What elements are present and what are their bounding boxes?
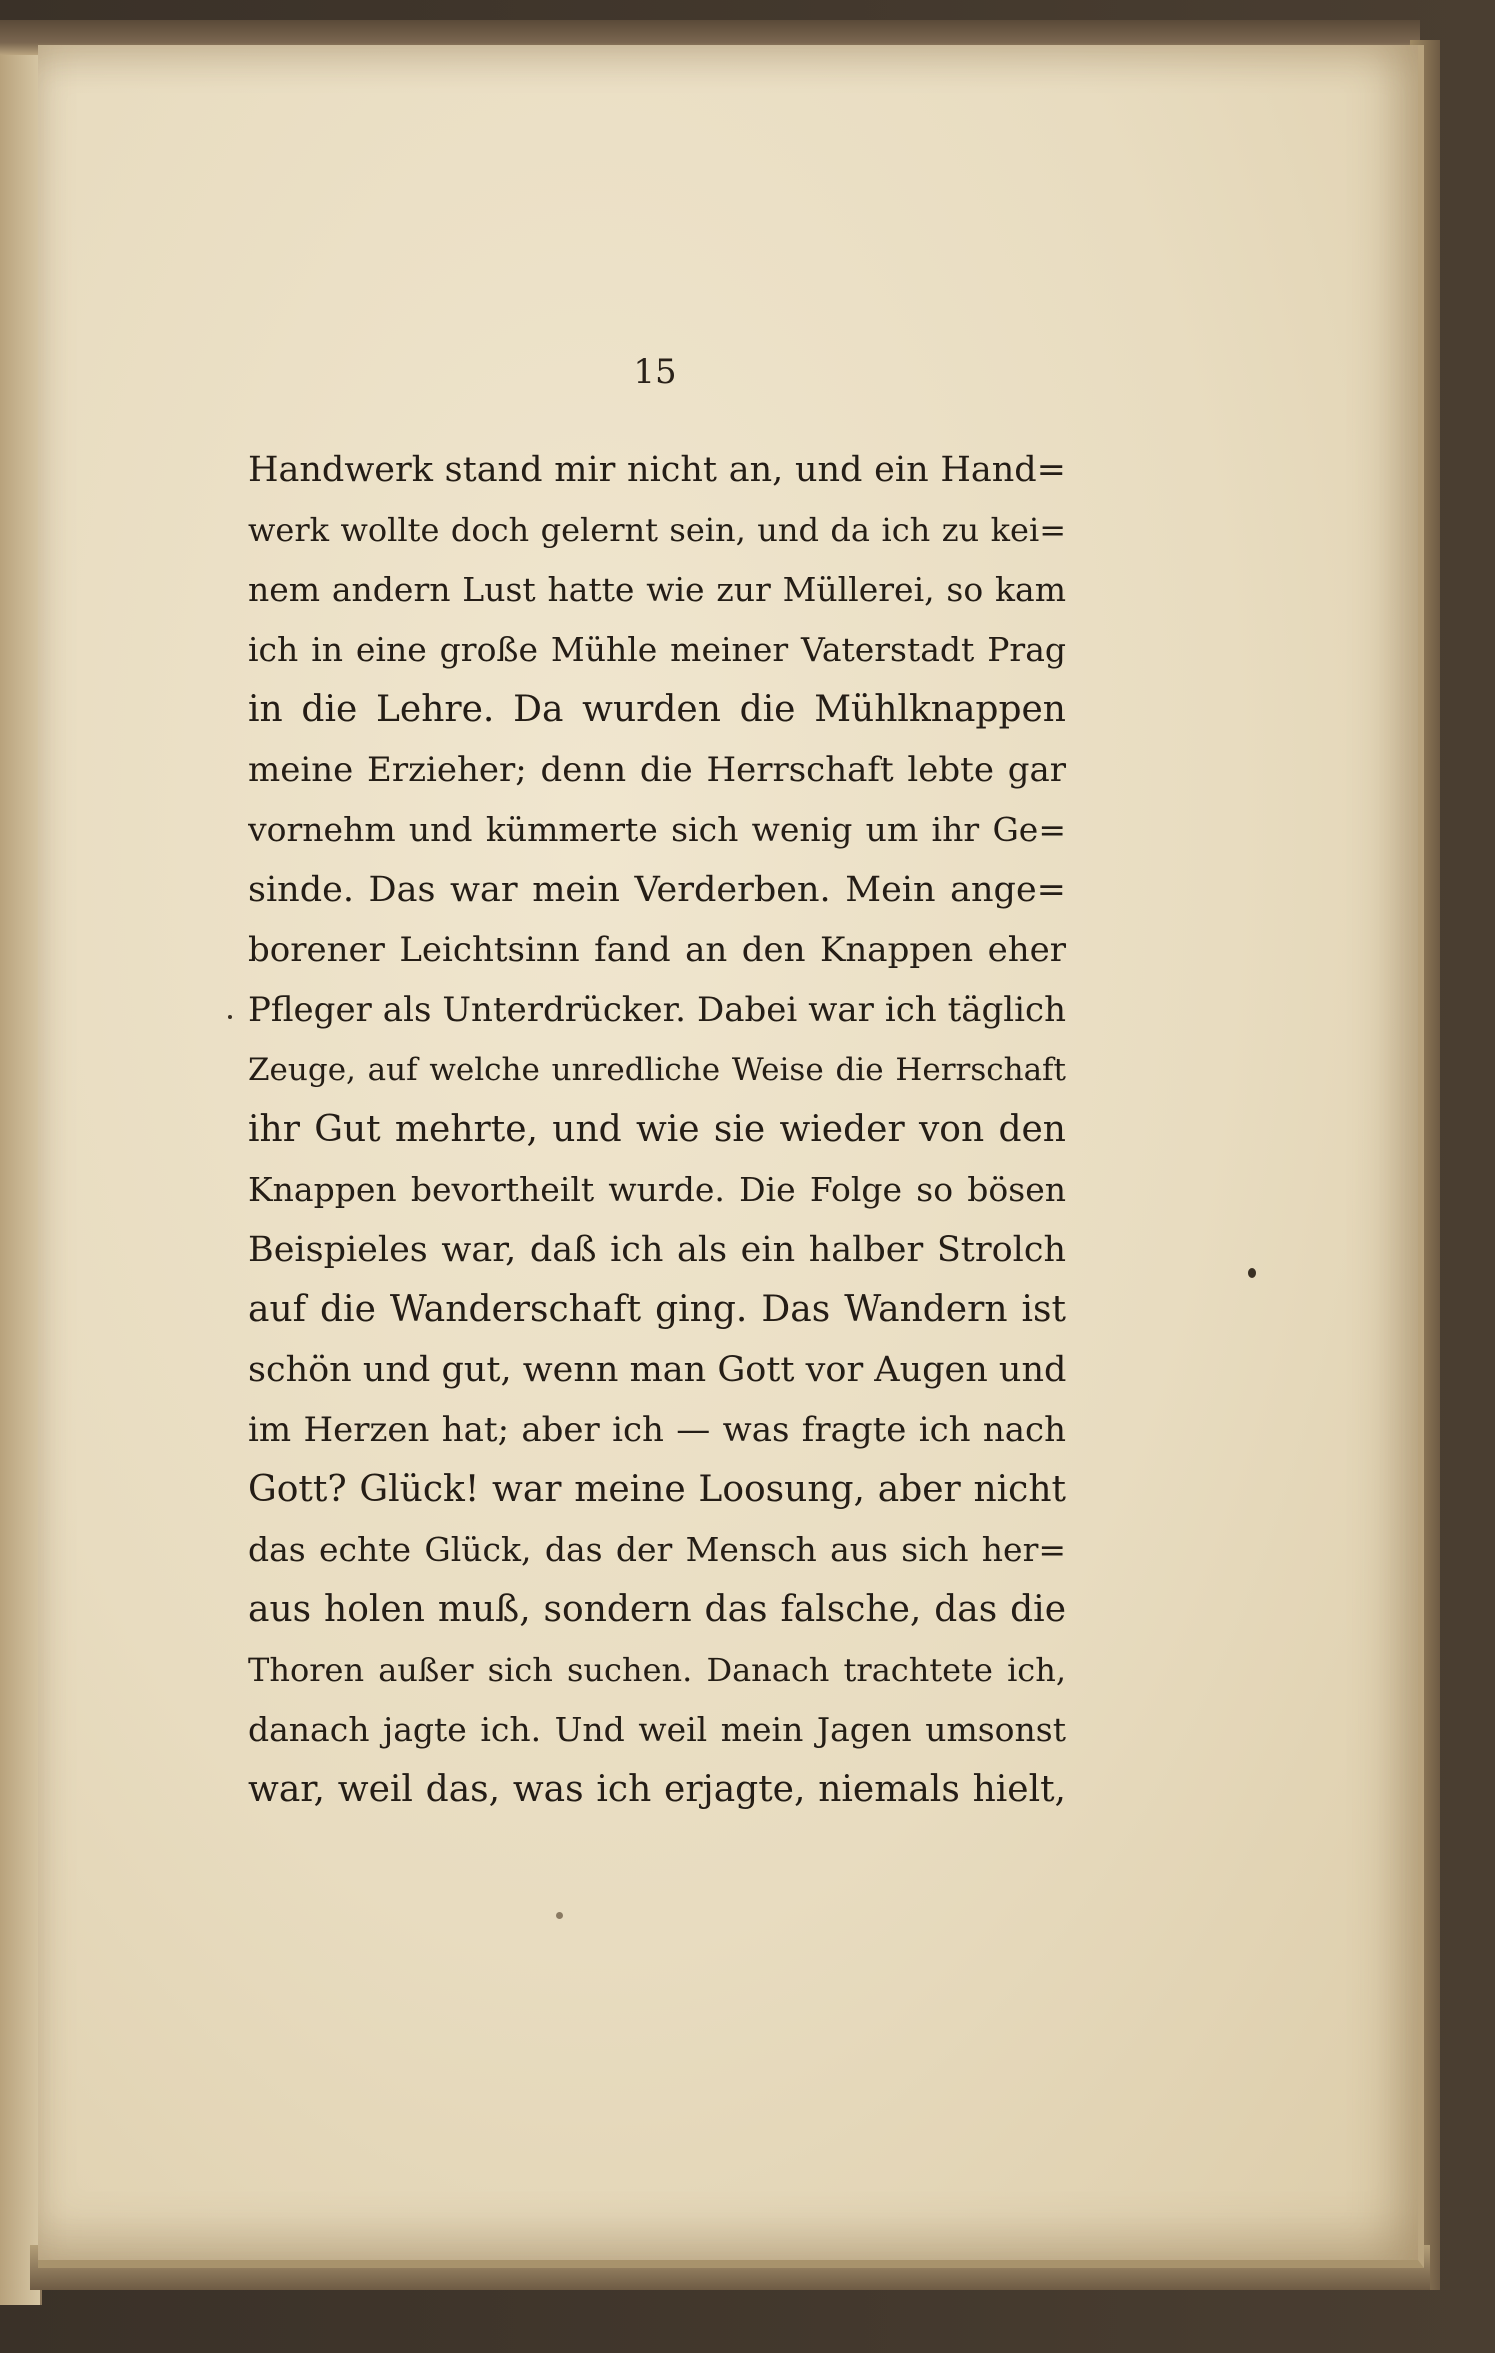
text-line: im Herzen hat; aber ich — was fragte ich nach [248, 1410, 1066, 1450]
text-line: Zeuge, auf welche unredliche Weise die Herrschaft [248, 1052, 1066, 1088]
text-line: meine Erzieher; denn die Herrschaft lebte gar [248, 750, 1066, 790]
text-line: borener Leichtsinn fand an den Knappen eher [248, 930, 1066, 970]
text-line: nem andern Lust hatte wie zur Müllerei, so kam [248, 570, 1066, 609]
text-line: war, weil das, was ich erjagte, niemals hielt, [248, 1769, 1066, 1810]
text-line: sinde. Das war mein Verderben. Mein ange= [248, 870, 1066, 910]
text-line: aus holen muß, sondern das falsche, das die [248, 1589, 1066, 1630]
text-line: das echte Glück, das der Mensch aus sich her= [248, 1530, 1066, 1569]
text-line: Beispieles war, daß ich als ein halber Strolch [248, 1230, 1066, 1270]
paper-speck [1248, 1268, 1256, 1278]
text-line: Knappen bevortheilt wurde. Die Folge so bösen [248, 1170, 1066, 1209]
paper-speck [556, 1912, 563, 1919]
text-line: Pfleger als Unterdrücker. Dabei war ich täglich [248, 990, 1066, 1030]
text-line: vornehm und kümmerte sich wenig um ihr Ge= [248, 810, 1066, 849]
text-line: in die Lehre. Da wurden die Mühlknappen [248, 689, 1066, 730]
text-line: werk wollte doch gelernt sein, und da ich zu kei= [248, 511, 1066, 549]
body-text [248, 440, 1066, 1820]
text-line: auf die Wanderschaft ging. Das Wandern ist [248, 1289, 1066, 1330]
page-number: 15 [633, 352, 677, 392]
facing-page-edge [0, 55, 42, 2305]
text-line: ihr Gut mehrte, und wie sie wieder von den [248, 1109, 1066, 1150]
text-line: Thoren außer sich suchen. Danach trachtete ich, [248, 1651, 1066, 1689]
text-line: Handwerk stand mir nicht an, und ein Hand= [248, 450, 1066, 490]
text-line: danach jagte ich. Und weil mein Jagen umsonst [248, 1710, 1066, 1749]
text-line: schön und gut, wenn man Gott vor Augen und [248, 1350, 1066, 1390]
paper-speck [228, 1015, 232, 1019]
text-line: Gott? Glück! war meine Loosung, aber nicht [248, 1469, 1066, 1510]
text-line: ich in eine große Mühle meiner Vaterstadt Prag [248, 630, 1066, 669]
